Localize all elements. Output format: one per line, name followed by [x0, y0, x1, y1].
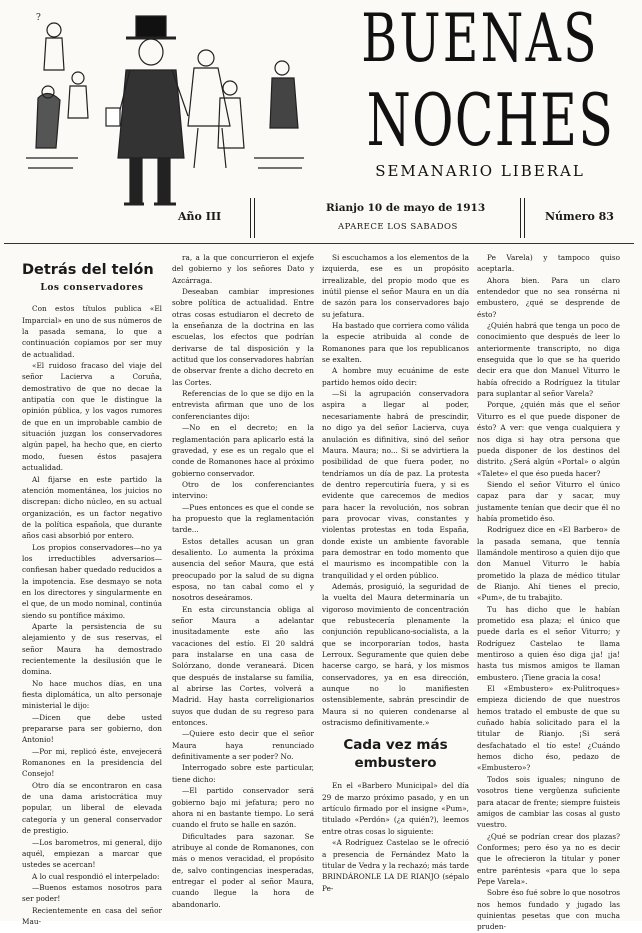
paragraph: No hace muchos días, en una fiesta diplomática, un alto personaje ministerial le dijo: — [22, 678, 162, 711]
paragraph: Los propios conservadores—no ya los irreductibles adversarios—confiesan haber quedado reducidos a la impotencia. Ese desmayo se nota en los directores y singularmente en el que, de un modo nominal, continúa siendo su pontífice máximo. — [22, 542, 162, 620]
article2-body — [322, 780, 469, 893]
issue-number: Número 83 — [545, 210, 614, 223]
paragraph: A lo cual respondió el interpelado: — [32, 871, 160, 881]
paragraph: —Dicen que debe usted prepararse para ser gobierno, don Antonio! — [22, 712, 162, 745]
article-subheadline: Los conservadores — [40, 283, 144, 293]
paragraph: —Buenos estamos nosotros para ser poder! — [22, 882, 162, 904]
paragraph: —No en el decreto; en la reglamentación para aplicarlo está la gravedad, y ese es un regalo que el conde de Romanones hace al próximo gobierno conservador. — [172, 423, 314, 478]
paragraph: ¿Qué se podrían crear dos plazas? Conformes; pero éso ya no es decir que le ofrecieron la titular y poner entre paréntesis «para que lo sepa Pepe Varela». — [477, 831, 620, 886]
masthead — [318, 0, 642, 190]
paragraph: —Pues entonces es que el conde se ha propuesto que la reglamentación tarde... — [172, 502, 314, 535]
paragraph: Pe Varela) y tampoco quiso aceptarla. — [477, 253, 620, 274]
column-2-body — [172, 252, 314, 910]
paragraph: —Los barometros, mi general, dijo aquél, empiezan a marcar que ustedes se acercan! — [22, 837, 162, 870]
paragraph: «El ruidoso fracaso del viaje del señor Lacierva a Coruña, demostrativo de que no decae la antipatía con que le distingue la opinión pública, y los vagos rumores de que en un improbable cambio de situación juzgan los conservadores algún papel, ha hecho que, en cierto modo, fuesen éstos pasajera actualidad. — [22, 361, 162, 473]
volume-year: Año III — [178, 210, 222, 223]
divider — [520, 198, 525, 238]
paragraph: Recientemente en casa del señor Mau- — [22, 905, 162, 926]
article2-headline-line1: Cada vez más — [343, 737, 448, 754]
paragraph: Rodríguez dice en «El Barbero» de la pasada semana, que tennía llamándole mentiroso a quien dijo que don Manuel Viturro le había prometido la plaza de médico titular de Rianjo. Ahí tienes el precio, «Pum», de tu trabajito. — [477, 525, 620, 603]
paragraph: ra, a la que concurrieron el exjefe del gobierno y los señores Dato y Azcárraga. — [172, 253, 314, 285]
article2-headline-line2: embustero — [354, 755, 437, 772]
column-4 — [477, 252, 620, 933]
paragraph: Aparte la persistencia de su alejamiento y de sus reservas, el señor Maura ha demostrado recientemente la desilusión que le domina. — [22, 621, 162, 677]
paragraph: Dificultades para sazonar. Se atribuye al conde de Romanones, con más o menos veracidad, el propósito de, salvo contingencias inesperadas, entregar el poder al señor Maura, cuando llegue la hora de abandonarlo. — [172, 831, 314, 909]
paragraph: Con estos títulos publica «El Imparcial» en uno de sus números de la pasada semana, lo que a continuación copiamos por ser muy de actualidad. — [22, 304, 162, 359]
paragraph: «A Rodríguez Castelao se le ofreció a presencia de Fernández Mato la titular de Vedra y la rechazó; más tarde BRINDÁRONLE LA DE RIANJO (sépalo Pe- — [322, 838, 469, 893]
paragraph: En el «Barbero Municipal» del día 29 de marzo próximo pasado, y en un artículo firmado por el insigne «Pum», titulado «Perdón» (¿a quién?), leemos entre otras cosas lo siguiente: — [322, 781, 469, 836]
paragraph: Al fijarse en este partido la atención momentánea, los juicios no discrepan: dicho núcleo, en su actual organización, es un factor negativo de la política española, que durante años casi absorbió por entero. — [22, 474, 162, 541]
svg-text:?: ? — [36, 13, 41, 23]
frequency: APARECE LOS SABADOS — [338, 222, 458, 232]
paragraph: Tu has dicho que le habían prometido esa plaza; el único que puede darla es el señor Viturro; y Rodríguez Castelao te llama mentiroso a quien éso diga ¡ja! ¡ja! hasta tus mismos amigos te llaman embustero. ¡Tiene gracia la cosa! — [477, 604, 620, 682]
column-1-body — [22, 303, 162, 927]
column-4-body — [477, 252, 620, 933]
title-buenas: BUENAS — [361, 0, 599, 77]
paragraph: ¿Quién habrá que tenga un poco de conocimiento que después de leer lo anteriormente transcripto, no diga enseguida que lo que se ha querido decir era que don Manuel Viturro le había ofrecido a Rodríguez la titular para suplantar al señor Varela? — [477, 321, 620, 399]
subtitle: SEMANARIO LIBERAL — [375, 162, 585, 180]
paragraph: —El partido conservador será gobierno bajo mi jefatura; pero no ahora ni en bastante tiempo. Lo será cuando el fruto se halle en sazón. — [172, 786, 314, 830]
paragraph: Porque, ¿quién más que el señor Viturro es el que puede disponer de ésto? A ver: que venga cualquiera y nos diga si hay otra persona que pueda disponer de los destinos del distrito. ¿Será algún «Portal» o algún «Talete» el que éso pueda hacer? — [477, 400, 620, 478]
horizontal-rule — [4, 243, 634, 244]
title-noches: NOCHES — [366, 78, 615, 162]
paragraph: Otro día se encontraron en casa de una dama aristocrática muy popular, un liberal de elevada categoría y un general conservador de prestigio. — [22, 780, 162, 836]
article-headline: Detrás del telón — [22, 262, 154, 278]
paragraph: Si escuchamos a los elementos de la izquierda, ese es un propósito irrealizable, del propio modo que es inútil piense el señor Maura en un día de sazón para los conservadores bajo su jefatura. — [322, 253, 469, 319]
paragraph: En esta circunstancia obliga al señor Maura a adelantar inusitadamente este año las vacaciones del estío. El 20 saldrá para instalarse en una casa de Solórzano, donde veraneará. Dicen que después de instalarse su familia, al abrirse las Cortes, volverá a Madrid. Hay hasta correligionarios suyos que dudan de su regreso para entonces. — [172, 604, 314, 728]
paragraph: A hombre muy ecuánime de este partido hemos oído decir: — [322, 366, 469, 387]
paragraph: El «Embustero» ex-Pulitroques» empieza diciendo de que nuestros hemos tratado el embuste de que su cuñado había solicitado para el la titular de Rianjo. ¡Si será desfachatado el tío este! ¿Cuándo hemos dicho éso, pedazo de «Embustero»? — [477, 684, 620, 773]
paragraph: Ha bastado que corriera como válida la especie atribuida al conde de Romanones para que los republicanos se exalten. — [322, 321, 470, 365]
paragraph: Referencias de lo que se dijo en la entrevista afirman que uno de los conferenciantes dijo: — [172, 389, 314, 421]
paragraph: Además, prosiguió, la seguridad de la vuelta del Maura determinaría un vigoroso movimiento de concentración que rebustecería plenamente la conjunción republicano-socialista, a la que se incorporarían todos, hasta Lerroux. Seguramente que quien debe hacerse cargo, se hará, y los mismos conservadores, ya en esa dirección, aunque no lo manifiesten ostensiblemente, sabrán prescindir de Maura si no quieren condenarse al ostracismo definitivamente.» — [322, 581, 469, 728]
place-date: Rianjo 10 de mayo de 1913 — [326, 202, 486, 214]
paragraph: —Si la agrupación conservadora aspira a llegar al poder, necesariamente habrá de prescindir, no digo ya del señor Lacierva, cuya anulación es difinitiva, sinó del señor Maura. Maura; no... Si se advirtiera la posibilidad de que fuera poder, no tendríamos un día de paz. La protesta de dentro repercutiría fuera, y si es evidente que carecemos de medios para hacer la revolución, nos sobran para provocar vivas, constantes y violentas protestas en toda España, donde existe un ambiente favorable para demostrar en todo momento que el maurismo es incompatible con la tranquilidad y el orden público. — [322, 389, 469, 580]
paragraph: Deseaban cambiar impresiones sobre política de actualidad. Entre otras cosas estudiaron el decreto de la enseñanza de la doctrina en las escuelas, los efectos que podrían derivarse de tal disposición y la actitud que los conservadores habrían de observar frente a dicho decreto en las Cortes. — [172, 287, 314, 387]
column-3-body — [322, 252, 469, 728]
column-3 — [322, 252, 469, 894]
caricature-illustration — [18, 8, 310, 213]
issue-info-bar — [150, 198, 642, 242]
paragraph: Todos sois iguales; ninguno de vosotros tiene vergüenza suficiente para atacar de frente; siempre fuisteis amigos de cambiar las cosas al gusto vuestro. — [477, 774, 620, 830]
paragraph: Interrogado sobre este particular, tiene dicho: — [172, 763, 314, 784]
paragraph: Siendo el señor Viturro el único capaz para dar y sacar, muy justamente tenían que decir que él no había prometido éso. — [477, 479, 620, 523]
paragraph: Sobre éso fué sobre lo que nosotros nos hemos fundado y jugado las quinientas pesetas que con mucha pruden- — [477, 888, 620, 932]
paragraph: Estos detalles acusan un gran desaliento. Lo aumenta la próxima ausencia del señor Maura, que está preocupado por la salud de su digna esposa, no tan cabal como el y nosotros deseáramos. — [172, 536, 314, 603]
paragraph: Otro de los conferenciantes intervino: — [172, 479, 314, 501]
column-1 — [22, 252, 162, 927]
column-2 — [172, 252, 314, 910]
paragraph: —Por mi, replicó éste, envejecerá Romanones en la presidencia del Consejo! — [22, 746, 162, 779]
divider — [250, 198, 255, 238]
article2-headline — [322, 736, 469, 772]
paragraph: —Quiere esto decir que el señor Maura haya renunciado definitivamente a ser poder? No. — [172, 729, 314, 762]
paragraph: Ahora bien. Para un claro entendedor que no sea ronsérna ni embustero, ¿qué se desprende de ésto? — [477, 275, 620, 319]
